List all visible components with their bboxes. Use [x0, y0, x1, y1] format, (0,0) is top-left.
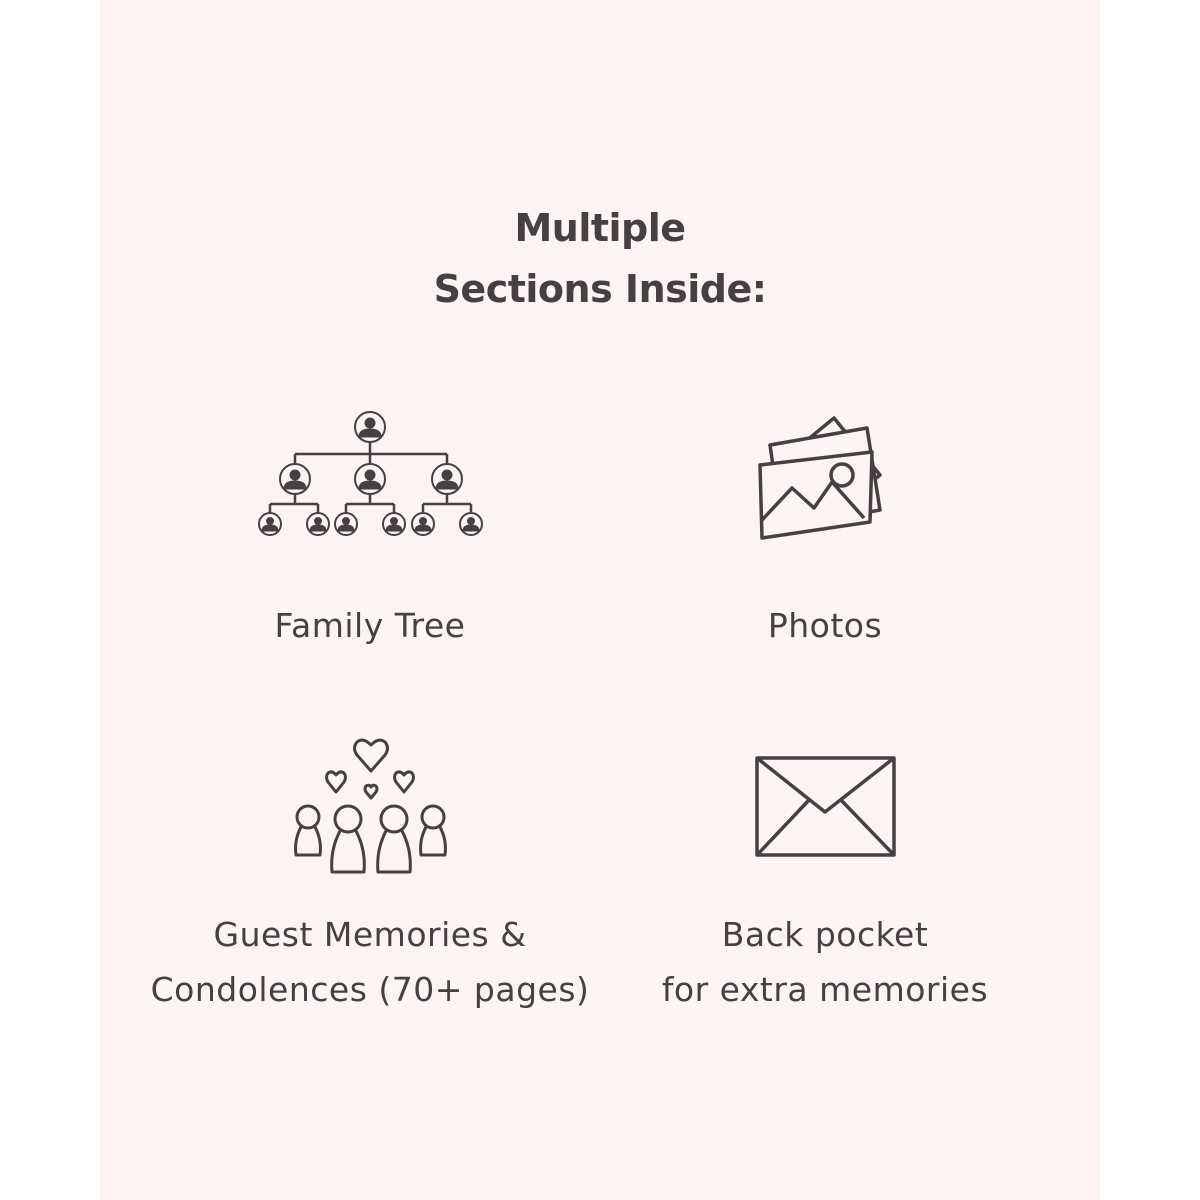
- back-pocket-label: [600, 907, 1050, 1017]
- photos-icon: [752, 410, 897, 550]
- page-title: [100, 198, 1100, 320]
- back-pocket-label-line-2: for extra memories: [661, 970, 989, 1009]
- content-panel: [100, 0, 1100, 1200]
- guests-hearts-icon: [290, 735, 455, 877]
- title-line-2: Sections Inside:: [433, 267, 767, 311]
- envelope-icon: [755, 756, 896, 858]
- guest-memories-label-line-1: Guest Memories &: [213, 915, 527, 954]
- family-tree-label: [170, 598, 570, 653]
- family-tree-icon: [255, 408, 487, 540]
- photos-label-line: Photos: [767, 606, 883, 645]
- title-line-1: Multiple: [514, 206, 686, 250]
- guest-memories-label-line-2: Condolences (70+ pages): [150, 970, 590, 1009]
- back-pocket-label-line-1: Back pocket: [721, 915, 929, 954]
- family-tree-label-line: Family Tree: [274, 606, 466, 645]
- guest-memories-label: [130, 907, 610, 1017]
- photos-label: [625, 598, 1025, 653]
